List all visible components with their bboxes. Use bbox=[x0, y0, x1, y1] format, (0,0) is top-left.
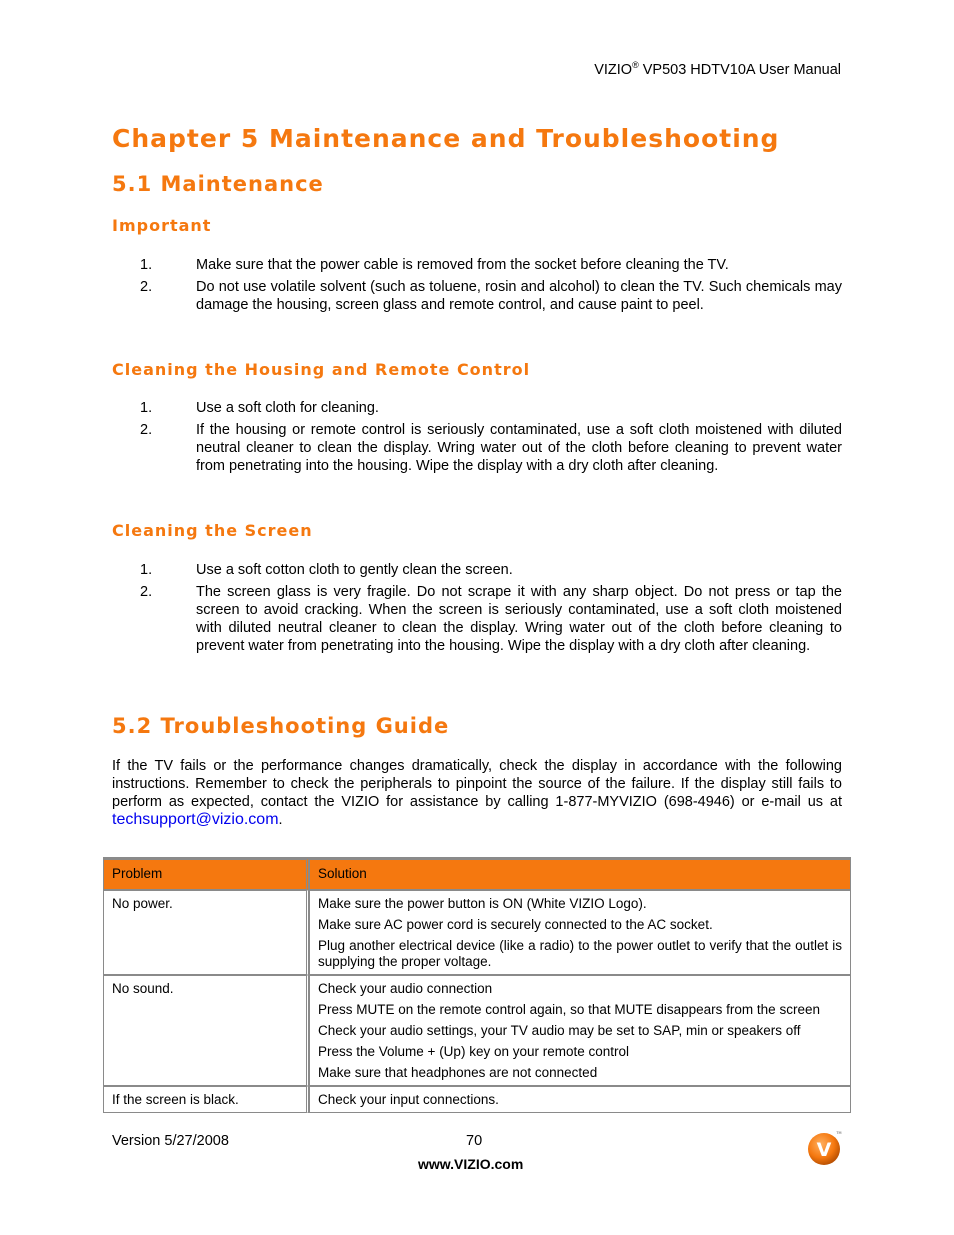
list-item: 1. Make sure that the power cable is removed from the socket before cleaning the TV. bbox=[140, 257, 729, 273]
table-row bbox=[103, 1086, 851, 1113]
solution-line: Check your audio connection bbox=[318, 981, 493, 996]
subsection-title-screen: Cleaning the Screen bbox=[112, 521, 313, 540]
section-title-maintenance: 5.1 Maintenance bbox=[112, 172, 324, 196]
vizio-logo-icon bbox=[806, 1130, 842, 1166]
footer-page-number: 70 bbox=[466, 1133, 483, 1149]
screen-list bbox=[112, 561, 842, 659]
solution-line: Make sure that headphones are not connected bbox=[318, 1065, 598, 1080]
header-solution: Solution bbox=[309, 859, 851, 890]
table-row bbox=[103, 975, 851, 1086]
table-header-row bbox=[103, 859, 851, 890]
subsection-title-important: Important bbox=[112, 216, 212, 235]
problem-cell: No sound. bbox=[103, 975, 309, 1086]
solution-line: Plug another electrical device (like a radio) to the power outlet to verify that the outlet is supplying the proper voltage. bbox=[318, 938, 842, 969]
footer-url: www.VIZIO.com bbox=[418, 1156, 524, 1172]
header-problem: Problem bbox=[103, 859, 309, 890]
problem-cell: No power. bbox=[103, 890, 309, 975]
list-item: 1. Use a soft cloth for cleaning. bbox=[140, 400, 379, 416]
chapter-title: Chapter 5 Maintenance and Troubleshooting bbox=[112, 124, 780, 153]
solution-cell bbox=[309, 890, 851, 975]
solution-cell bbox=[309, 1086, 851, 1113]
problem-cell: If the screen is black. bbox=[103, 1086, 309, 1113]
subsection-title-housing: Cleaning the Housing and Remote Control bbox=[112, 360, 531, 379]
troubleshooting-table bbox=[103, 857, 851, 1113]
logo-trademark: TM bbox=[836, 1131, 842, 1135]
solution-line: Check your input connections. bbox=[318, 1092, 499, 1107]
solution-line: Press MUTE on the remote control again, so that MUTE disappears from the screen bbox=[318, 1002, 820, 1017]
list-item: 2. Do not use volatile solvent (such as toluene, rosin and alcohol) to clean the TV. Such chemicals may damage the housing, screen glass and remote control, and cause paint to peel. bbox=[140, 279, 842, 313]
section-title-troubleshooting: 5.2 Troubleshooting Guide bbox=[112, 714, 450, 738]
support-email-link[interactable]: techsupport@vizio.com bbox=[112, 811, 279, 828]
running-header: VIZIO® VP503 HDTV10A User Manual bbox=[594, 60, 841, 78]
troubleshooting-intro: If the TV fails or the performance changes dramatically, check the display in accordance with the following instructions. Remember to check the peripherals to pinpoint the source of the failure. If the display still fails to perform as expected, contact the VIZIO for assistance by calling 1-877-MYVIZIO (698-4946) or e-mail us at techsupport@vizio.com. bbox=[112, 758, 842, 828]
list-item: 1. Use a soft cotton cloth to gently clean the screen. bbox=[140, 562, 513, 578]
list-item: 2. The screen glass is very fragile. Do not scrape it with any sharp object. Do not press or tap the screen to avoid cracking. When the screen is seriously contaminated, use a soft cloth moistened with diluted neutral cleaner to clean the display. Wring water out of the cloth before cleaning to prevent water from penetrating into the housing. Wipe the display with a dry cloth after cleaning. bbox=[140, 584, 842, 654]
solution-line: Press the Volume + (Up) key on your remote control bbox=[318, 1044, 630, 1059]
footer-version: Version 5/27/2008 bbox=[112, 1133, 229, 1149]
solution-line: Make sure the power button is ON (White VIZIO Logo). bbox=[318, 896, 647, 911]
registered-mark: ® bbox=[632, 60, 639, 70]
solution-line: Check your audio settings, your TV audio may be set to SAP, min or speakers off bbox=[318, 1023, 801, 1038]
logo-letter: V bbox=[816, 1139, 832, 1161]
housing-list bbox=[112, 399, 842, 479]
solution-cell bbox=[309, 975, 851, 1086]
important-list bbox=[112, 256, 842, 318]
list-item: 2. If the housing or remote control is seriously contaminated, use a soft cloth moistened with diluted neutral cleaner to clean the display. Wring water out of the cloth before cleaning to prevent water from penetrating into the housing. Wipe the display with a dry cloth after cleaning. bbox=[140, 422, 842, 474]
table-row bbox=[103, 890, 851, 975]
solution-line: Make sure AC power cord is securely connected to the AC socket. bbox=[318, 917, 713, 932]
